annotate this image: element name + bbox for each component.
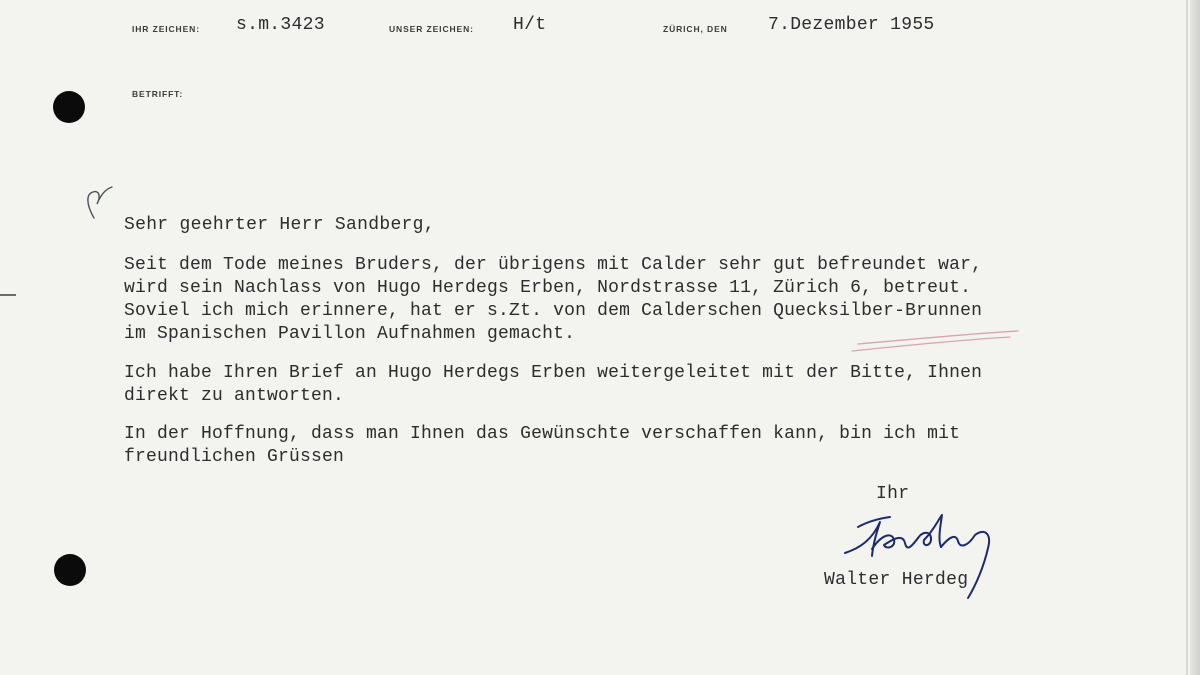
handwritten-signature	[845, 515, 989, 598]
ihr-zeichen-label: IHR ZEICHEN:	[132, 24, 200, 34]
text-line: In der Hoffnung, dass man Ihnen das Gewünschte verschaffen kann, bin ich mit	[124, 424, 961, 444]
text-line: Seit dem Tode meines Bruders, der übrigens mit Calder sehr gut befreundet war,	[124, 255, 983, 275]
unser-zeichen-value: H/t	[513, 15, 547, 35]
signature-name: Walter Herdeg	[824, 570, 969, 590]
text-line: Soviel ich mich erinnere, hat er s.Zt. von dem Calderschen Quecksilber-Brunnen	[124, 301, 983, 321]
betrifft-label: BETRIFFT:	[132, 89, 184, 99]
letter-date: 7.Dezember 1955	[768, 15, 935, 35]
text-line: wird sein Nachlass von Hugo Herdegs Erben, Nordstrasse 11, Zürich 6, betreut.	[124, 278, 972, 298]
text-line: im Spanischen Pavillon Aufnahmen gemacht.	[124, 324, 576, 344]
ort-label: ZÜRICH, DEN	[663, 24, 728, 34]
text-line: freundlichen Grüssen	[124, 447, 345, 467]
red-pencil-underline	[852, 331, 1018, 351]
text-line: Ich habe Ihren Brief an Hugo Herdegs Erben weitergeleitet mit der Bitte, Ihnen	[124, 363, 983, 383]
unser-zeichen-label: UNSER ZEICHEN:	[389, 24, 474, 34]
pencil-check-mark	[88, 187, 112, 218]
ihr-zeichen-value: s.m.3423	[236, 15, 325, 35]
text-line: direkt zu antworten.	[124, 386, 345, 406]
closing: Ihr	[876, 484, 910, 504]
salutation: Sehr geehrter Herr Sandberg,	[124, 215, 435, 235]
